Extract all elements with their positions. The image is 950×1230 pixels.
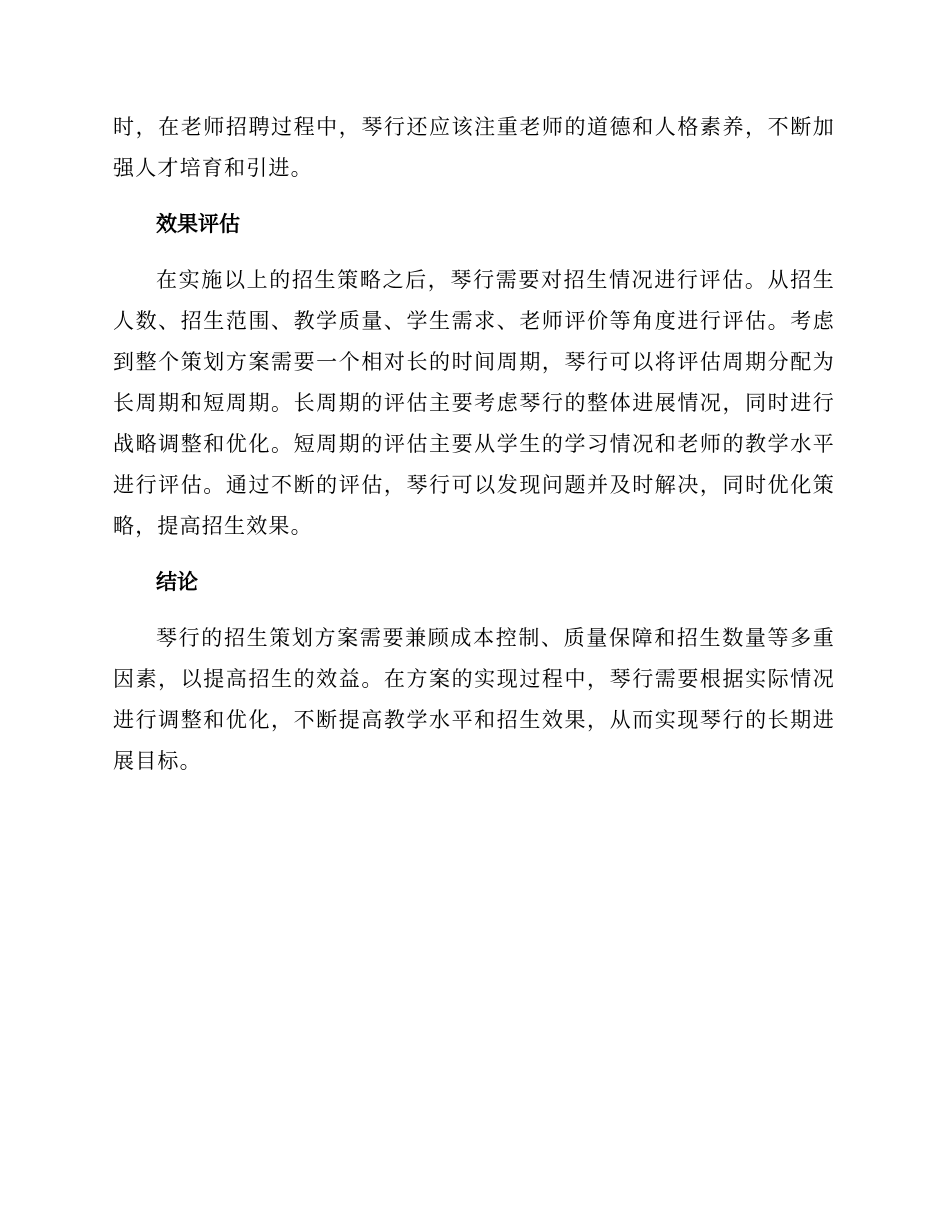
section-heading-evaluation: 效果评估 (156, 212, 240, 236)
document-page (113, 107, 835, 782)
section-body-conclusion: 琴行的招生策划方案需要兼顾成本控制、质量保障和招生数量等多重因素，以提高招生的效益。在方案的实现过程中，琴行需要根据实际情况进行调整和优化，不断提高教学水平和招生效果，从而实现琴行的长期进展目标。 (113, 626, 835, 773)
section-body-evaluation: 在实施以上的招生策略之后，琴行需要对招生情况进行评估。从招生人数、招生范围、教学质量、学生需求、老师评价等角度进行评估。考虑到整个策划方案需要一个相对长的时间周期，琴行可以将评估周期分配为长周期和短周期。长周期的评估主要考虑琴行的整体进展情况，同时进行战略调整和优化。短周期的评估主要从学生的学习情况和老师的教学水平进行评估。通过不断的评估，琴行可以发现问题并及时解决，同时优化策略，提高招生效果。 (113, 268, 835, 538)
intro-paragraph: 时，在老师招聘过程中，琴行还应该注重老师的道德和人格素养，不断加强人才培育和引进。 (113, 115, 835, 180)
section-heading-conclusion: 结论 (156, 570, 198, 594)
